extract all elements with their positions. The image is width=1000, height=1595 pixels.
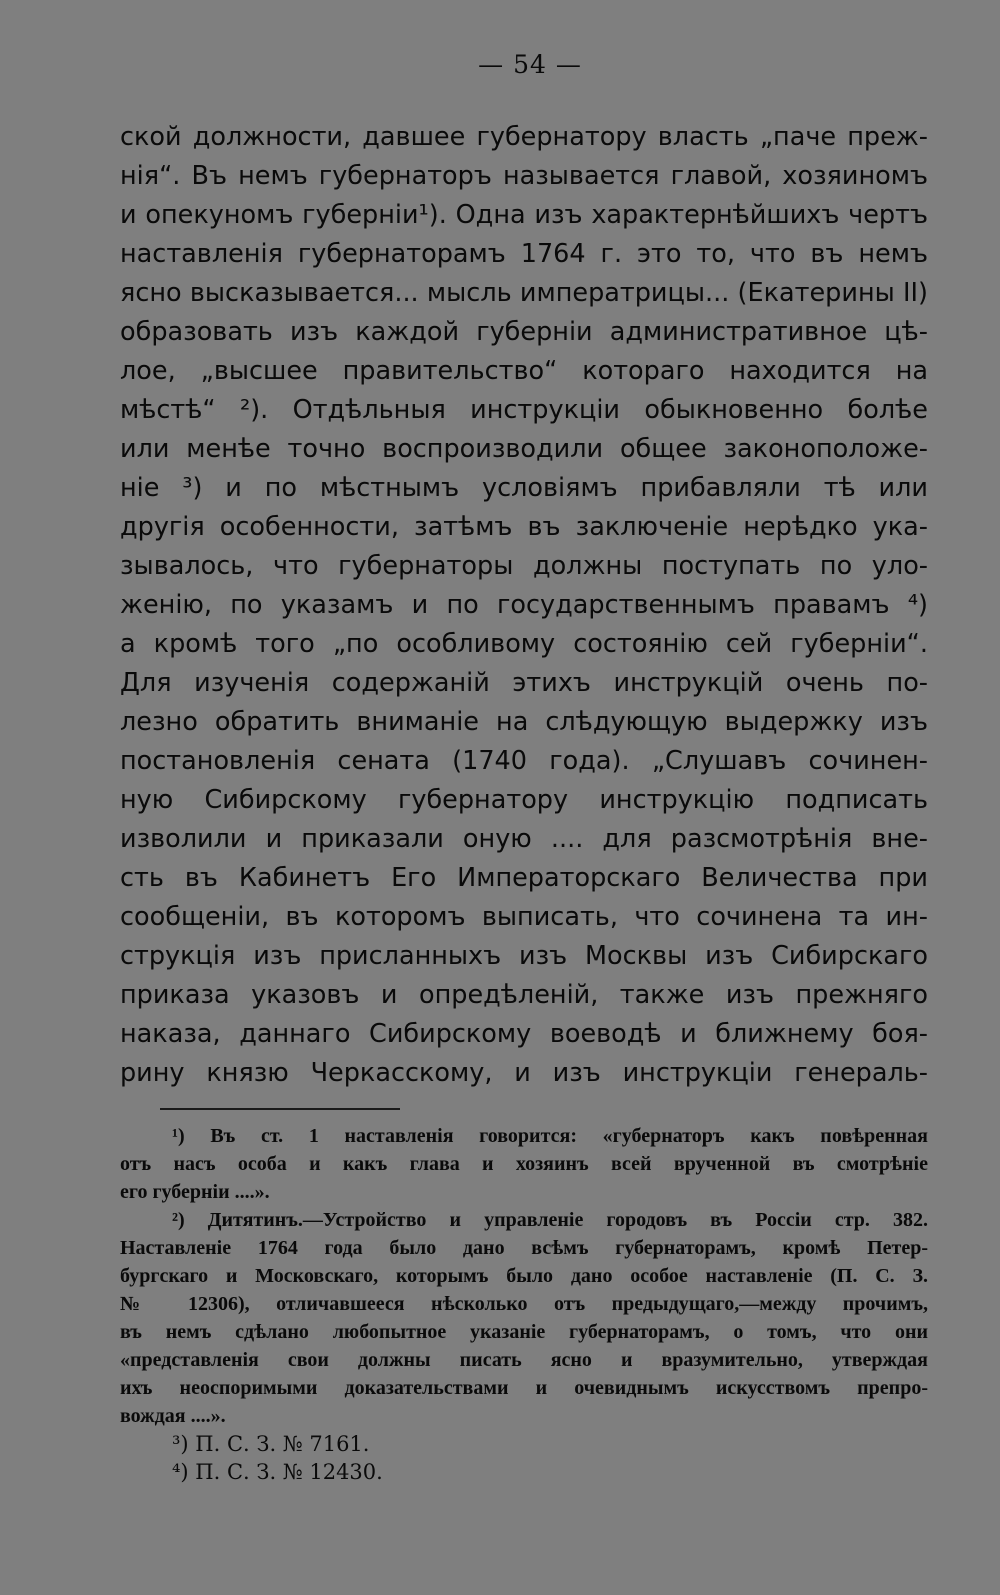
- text-line: зывалось, что губернаторы должны поступать по уло-: [120, 551, 928, 581]
- text-line: ную Сибирскому губернатору инструкцію подписать: [120, 785, 928, 815]
- text-line: Для изученія содержаній этихъ инструкцій очень по-: [120, 668, 928, 698]
- footnote-2-line: ихъ неоспоримыми доказательствами и очевиднымъ искусствомъ препро-: [120, 1377, 928, 1399]
- footnote-divider: [160, 1108, 400, 1110]
- footnote-1-line: отъ насъ особа и какъ глава и хозяинъ всей врученной въ смотрѣніе: [120, 1153, 928, 1175]
- footnote-2-line: ²) Дитятинъ.—Устройство и управленіе городовъ въ Россіи стр. 382.: [172, 1209, 928, 1231]
- footnote-1-line: ¹) Въ ст. 1 наставленія говорится: «губернаторъ какъ повѣренная: [172, 1125, 928, 1147]
- footnote-2-line: бургскаго и Московскаго, которымъ было дано особое наставленіе (П. С. З.: [120, 1265, 928, 1287]
- text-line: сть въ Кабинетъ Его Императорскаго Величества при: [120, 863, 928, 893]
- footnote-2-line: № 12306), отличавшееся нѣсколько отъ предыдущаго,—между прочимъ,: [120, 1293, 928, 1315]
- text-line: образовать изъ каждой губерніи административное цѣ-: [120, 317, 928, 347]
- text-line: ніе ³) и по мѣстнымъ условіямъ прибавляли тѣ или: [120, 473, 928, 503]
- footnotes: [120, 1122, 928, 1486]
- footnote-4: ⁴) П. С. З. № 12430.: [172, 1460, 383, 1484]
- footnote-2-line: вождая ....».: [120, 1405, 226, 1427]
- text-line: приказа указовъ и опредѣленій, также изъ прежняго: [120, 980, 928, 1010]
- text-line: струкція изъ присланныхъ изъ Москвы изъ Сибирскаго: [120, 941, 928, 971]
- text-line: наказа, даннаго Сибирскому воеводѣ и ближнему боя-: [120, 1019, 928, 1049]
- text-line: изволили и приказали оную .... для разсмотрѣнія вне-: [120, 824, 928, 854]
- footnote-1-line: его губерніи ....».: [120, 1181, 270, 1203]
- text-line: мѣстѣ“ ²). Отдѣльныя инструкціи обыкновенно болѣе: [120, 395, 928, 425]
- footnote-3: ³) П. С. З. № 7161.: [172, 1432, 370, 1456]
- text-line: и опекуномъ губерніи¹). Одна изъ характернѣйшихъ чертъ: [120, 200, 928, 230]
- main-text: [120, 118, 928, 1093]
- footnote-2-line: въ немъ сдѣлано любопытное указаніе губернаторамъ, о томъ, что они: [120, 1321, 928, 1343]
- text-line: женію, по указамъ и по государственнымъ правамъ ⁴): [120, 590, 928, 620]
- text-line: ской должности, давшее губернатору власть „паче преж-: [120, 122, 928, 152]
- text-line: нія“. Въ немъ губернаторъ называется главой, хозяиномъ: [120, 161, 928, 191]
- text-line: а кромѣ того „по особливому состоянію сей губерніи“.: [120, 629, 928, 659]
- footnote-2-line: Наставленіе 1764 года было дано всѣмъ губернаторамъ, кромѣ Петер-: [120, 1237, 928, 1259]
- text-line: лезно обратить вниманіе на слѣдующую выдержку изъ: [120, 707, 928, 737]
- footnote-2-line: «представленія свои должны писать ясно и вразумительно, утверждая: [120, 1349, 928, 1371]
- text-line: сообщеніи, въ которомъ выписать, что сочинена та ин-: [120, 902, 928, 932]
- text-line: лое, „высшее правительство“ котораго находится на: [120, 356, 928, 386]
- text-line: рину князю Черкасскому, и изъ инструкціи генераль-: [120, 1058, 928, 1088]
- text-line: другія особенности, затѣмъ въ заключеніе нерѣдко ука-: [120, 512, 928, 542]
- text-line: ясно высказывается... мысль императрицы... (Екатерины II): [120, 278, 928, 308]
- page-number: — 54 —: [478, 50, 582, 79]
- text-line: постановленія сената (1740 года). „Слушавъ сочинен-: [120, 746, 928, 776]
- text-line: наставленія губернаторамъ 1764 г. это то, что въ немъ: [120, 239, 928, 269]
- text-line: или менѣе точно воспроизводили общее законоположе-: [120, 434, 928, 464]
